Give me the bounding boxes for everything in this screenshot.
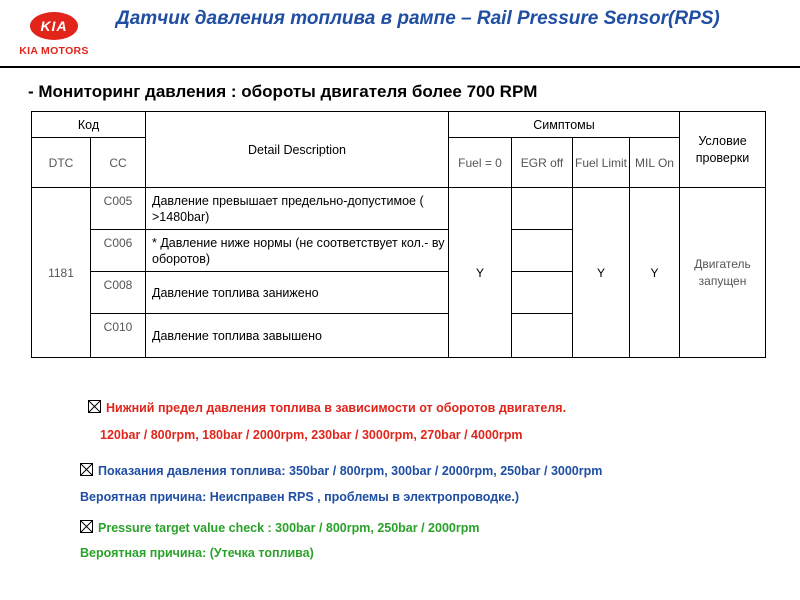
note-2-line-1: Показания давления топлива: 350bar / 800rpm, 300bar / 2000rpm, 250bar / 3000rpm	[80, 463, 602, 478]
dtc-code: 1181	[32, 188, 91, 358]
header-dtc: DTC	[32, 138, 91, 188]
kia-motors-text: KIA MOTORS	[19, 45, 89, 57]
note-2-line-2: Вероятная причина: Неисправен RPS , проблемы в электропроводке.)	[80, 490, 519, 504]
description-c006: * Давление ниже нормы (не соответствует кол.- ву оборотов)	[146, 230, 449, 272]
note-3-line-1: Pressure target value check : 300bar / 800rpm, 250bar / 2000rpm	[80, 520, 479, 535]
header-condition: Условие проверки	[680, 112, 766, 188]
description-c005: Давление превышает предельно-допустимое ( >1480bar)	[146, 188, 449, 230]
header-fuel-limit: Fuel Limit	[573, 138, 630, 188]
description-c008: Давление топлива занижено	[146, 272, 449, 314]
description-c010: Давление топлива завышено	[146, 314, 449, 358]
header-kod: Код	[32, 112, 146, 138]
egr-cell-c006	[512, 230, 573, 272]
header-cc: CC	[91, 138, 146, 188]
note-1-line-1: Нижний предел давления топлива в зависимости от оборотов двигателя.	[88, 400, 566, 415]
subtitle: - Мониторинг давления : обороты двигателя более 700 RPM	[28, 82, 538, 101]
cc-code-c010: C010	[91, 314, 146, 358]
kia-logo-brand: KIA	[40, 18, 68, 34]
header-symptoms: Симптомы	[449, 112, 680, 138]
mil-on-value: Y	[630, 188, 680, 358]
egr-cell-c005	[512, 188, 573, 230]
condition-value: Двигатель запущен	[680, 188, 766, 358]
rps-spec-table	[31, 111, 766, 358]
fuel-limit-value: Y	[573, 188, 630, 358]
reference-mark-icon	[88, 400, 101, 413]
header-egr-off: EGR off	[512, 138, 573, 188]
cc-code-c006: C006	[91, 230, 146, 272]
cc-code-c005: C005	[91, 188, 146, 230]
reference-mark-icon	[80, 520, 93, 533]
kia-logo-oval	[30, 12, 78, 40]
reference-mark-icon	[80, 463, 93, 476]
egr-cell-c010	[512, 314, 573, 358]
egr-cell-c008	[512, 272, 573, 314]
header-mil-on: MIL On	[630, 138, 680, 188]
kia-logo	[10, 12, 98, 60]
note-1-line-2: 120bar / 800rpm, 180bar / 2000rpm, 230bar / 3000rpm, 270bar / 4000rpm	[100, 428, 523, 442]
header-detail-description: Detail Description	[146, 112, 449, 188]
title-divider	[0, 66, 800, 68]
cc-code-c008: C008	[91, 272, 146, 314]
page-title: Датчик давления топлива в рампе – Rail Pressure Sensor(RPS)	[116, 8, 720, 29]
header-fuel-zero: Fuel = 0	[449, 138, 512, 188]
fuel-zero-value: Y	[449, 188, 512, 358]
note-3-line-2: Вероятная причина: (Утечка топлива)	[80, 546, 314, 560]
